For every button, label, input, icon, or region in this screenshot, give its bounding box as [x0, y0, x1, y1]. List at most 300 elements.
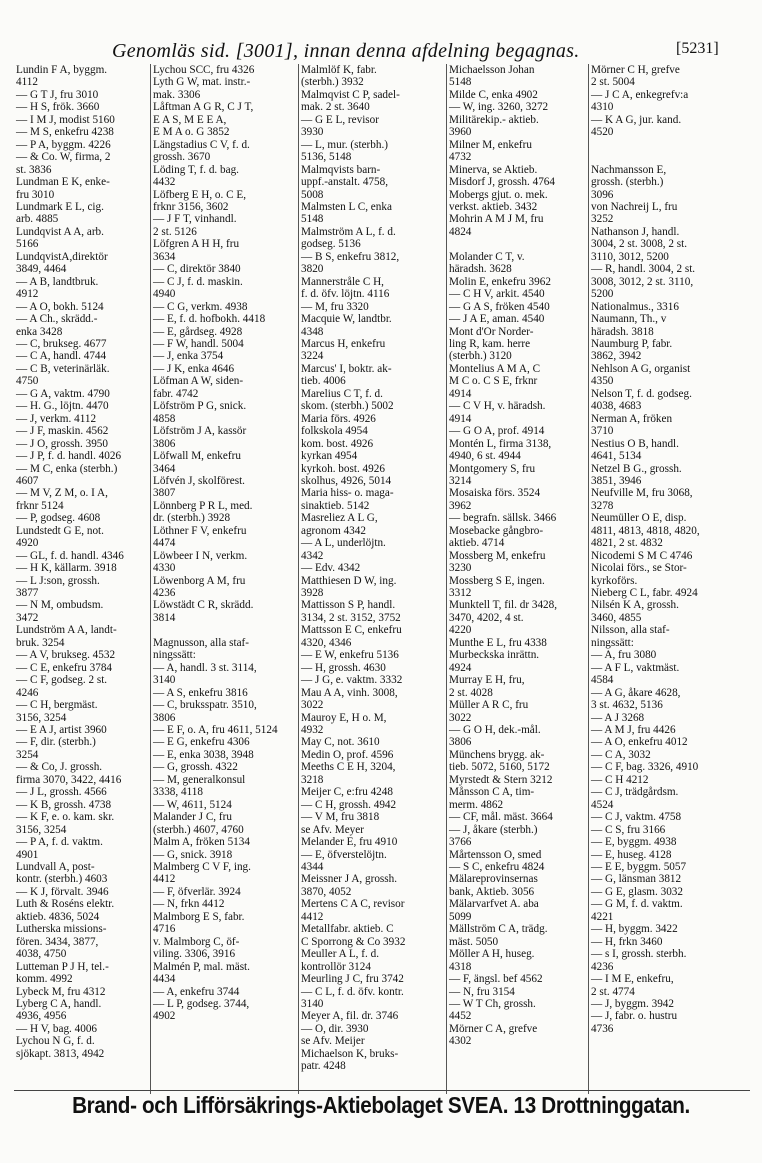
directory-entry: von Nachreij L, fru: [591, 200, 678, 213]
directory-entry: uppf.-anstalt. 4758,: [301, 176, 388, 189]
advertisement-footer: Brand- och Lifförsäkrings-Aktiebolaget SVEA. 13 Drottninggatan.: [72, 1092, 690, 1118]
directory-entry: se Afv. Meyer: [301, 823, 364, 836]
directory-entry: Lundmark E L, cig.: [16, 200, 104, 213]
directory-entry: — begrafn. sällsk. 3466: [449, 512, 557, 525]
directory-entry: verkst. aktieb. 3432: [449, 200, 538, 213]
directory-entry: tieb. 4006: [301, 375, 346, 388]
directory-entry: — E F, o. A, fru 4611, 5124: [153, 724, 278, 737]
directory-entry: — H V, bag. 4006: [16, 1022, 98, 1035]
directory-entry: 3254: [16, 748, 39, 761]
directory-entry: Mällström C A, trädg.: [449, 923, 548, 936]
directory-entry: 3962: [449, 499, 472, 512]
directory-entry: 3960: [449, 126, 472, 139]
directory-entry: E A S, M E E A,: [153, 113, 227, 126]
directory-entry: — C H 4212: [591, 773, 649, 786]
directory-entry: Möller A H, huseg.: [449, 948, 535, 961]
directory-entry: ling R, kam. herre: [449, 337, 531, 350]
directory-entry: Malmström A L, f. d.: [301, 225, 396, 238]
directory-entry: — K A G, jur. kand.: [591, 113, 682, 126]
directory-entry: — E G, enkefru 4306: [153, 736, 250, 749]
directory-entry: 3470, 4202, 4 st.: [449, 611, 524, 624]
directory-entry: Mohrin A M J M, fru: [449, 213, 544, 226]
directory-entry: 4732: [449, 151, 472, 164]
directory-entry: Längstadius C V, f. d.: [153, 138, 250, 151]
directory-entry: 4318: [449, 960, 472, 973]
directory-entry: — P A, f. d. vaktm.: [16, 836, 103, 849]
directory-entry: 3230: [449, 562, 472, 575]
directory-entry: 4932: [301, 724, 324, 737]
directory-entry: Nelson T, f. d. godseg.: [591, 387, 692, 400]
directory-entry: Mertens C A C, revisor: [301, 898, 405, 911]
directory-entry: — W, ing. 3260, 3272: [449, 101, 549, 114]
directory-entry: Lychou SCC, fru 4326: [153, 64, 255, 76]
directory-entry: — C G, verkm. 4938: [153, 300, 248, 313]
directory-entry: godseg. 5136: [301, 238, 361, 251]
directory-entry: — E, gårdseg. 4928: [153, 325, 243, 338]
directory-entry: — C J, vaktm. 4758: [591, 811, 682, 824]
directory-entry: Maria hiss- o. maga-: [301, 487, 394, 500]
directory-entry: — C A, 3032: [591, 748, 651, 761]
directory-entry: Malmberg C V F, ing.: [153, 861, 251, 873]
directory-entry: 4940, 6 st. 4944: [449, 450, 521, 463]
directory-entry: Munktell T, fil. dr 3428,: [449, 599, 558, 612]
directory-entry: kontrollör 3124: [301, 960, 371, 973]
directory-entry: — L, mur. (sterbh.): [301, 138, 388, 151]
directory-entry: 5136, 5148: [301, 151, 352, 164]
directory-entry: Montén L, firma 3138,: [449, 437, 552, 450]
directory-entry: 4474: [153, 537, 176, 550]
directory-entry: Macquie W, landtbr.: [301, 313, 392, 326]
directory-entry: Michaelson K, bruks-: [301, 1047, 399, 1060]
directory-entry: (sterbh.) 3932: [301, 76, 364, 89]
directory-entry: 3338, 4118: [153, 786, 203, 799]
directory-entry: Matthiesen D W, ing.: [301, 574, 397, 587]
directory-entry: häradsh. 3628: [449, 263, 512, 276]
directory-entry: — S C, enkefru 4824: [449, 861, 545, 873]
directory-entry: — H S, frök. 3660: [16, 101, 100, 114]
directory-entry: 5148: [301, 213, 324, 226]
directory-entry: 4330: [153, 562, 176, 575]
directory-entry: — H, frkn 3460: [591, 935, 663, 948]
directory-entry: 3312: [449, 587, 472, 600]
directory-entry: — W T Ch, grossh.: [449, 997, 536, 1010]
directory-entry: — G A S, fröken 4540: [449, 300, 550, 313]
directory-entry: 4112: [16, 76, 38, 89]
directory-entry: folkskola 4954: [301, 425, 368, 438]
directory-entry: aktieb. 4836, 5024: [16, 910, 100, 923]
directory-entry: — N, frkn 4412: [153, 898, 225, 911]
directory-entry: — J, fabr. o. hustru: [591, 1010, 678, 1023]
directory-entry: 3806: [153, 437, 176, 450]
directory-entry: — C F, bag. 3326, 4910: [591, 761, 699, 774]
directory-entry: 4824: [449, 225, 472, 238]
directory-entry: — A V, brukseg. 4532: [16, 649, 116, 662]
directory-entry: 3214: [449, 474, 472, 487]
directory-entry: — Edv. 4342: [301, 562, 361, 575]
directory-entry: 3140: [301, 997, 324, 1010]
directory-entry: Nilsén K A, grossh.: [591, 599, 679, 612]
directory-entry: Masreliez A L G,: [301, 512, 378, 525]
directory-entry: Maria förs. 4926: [301, 412, 376, 425]
directory-entry: Münchens brygg. ak-: [449, 748, 545, 761]
directory-entry: 4236: [153, 587, 176, 600]
directory-entry: Nilsson, alla staf-: [591, 624, 670, 637]
directory-entry: Nicodemi S M C 4746: [591, 549, 693, 562]
directory-entry: — & Co. W, firma, 2: [16, 151, 111, 164]
directory-entry: Lundqvist A A, arb.: [16, 225, 104, 238]
directory-entry: — I M J, modist 5160: [16, 113, 115, 126]
directory-entry: agronom 4342: [301, 524, 366, 537]
directory-entry: — J A E, aman. 4540: [449, 313, 545, 326]
directory-entry: — P, godseg. 4608: [16, 512, 101, 525]
directory-entry: Löwstädt C R, skrädd.: [153, 599, 254, 612]
directory-entry: M C o. C S E, frknr: [449, 375, 538, 388]
directory-entry: Minerva, se Aktieb.: [449, 163, 538, 176]
directory-entry: — C, bruksspatr. 3510,: [153, 699, 257, 712]
directory-entry: se Afv. Meijer: [301, 1035, 365, 1048]
directory-entry: — G E L, revisor: [301, 113, 379, 126]
directory-entry: Lundström A A, landt-: [16, 624, 117, 637]
directory-entry: — A O, enkefru 4012: [591, 736, 688, 749]
directory-entry: — C E, enkefru 3784: [16, 661, 113, 674]
directory-entry: Meuller A L, f. d.: [301, 948, 379, 961]
directory-entry: 3278: [591, 499, 614, 512]
directory-entry: Munthe E L, fru 4338: [449, 636, 547, 649]
directory-entry: 3472: [16, 611, 39, 624]
column-2: [150, 64, 299, 1094]
directory-entry: 2 st. 4028: [449, 686, 493, 699]
directory-entry: 4811, 4813, 4818, 4820,: [591, 524, 700, 537]
directory-entry: — C J, f. d. maskin.: [153, 275, 243, 288]
directory-entry: — F, dir. (sterbh.): [16, 736, 96, 749]
directory-entry: 4038, 4683: [591, 400, 642, 413]
directory-entry: Mosaiska förs. 3524: [449, 487, 541, 500]
directory-entry: — J P, f. d. handl. 4026: [16, 450, 122, 463]
directory-entry: Mosebacke gångbro-: [449, 524, 544, 537]
directory-entry: Lundstedt G E, not.: [16, 524, 104, 537]
directory-entry: Neumüller O E, disp.: [591, 512, 687, 525]
directory-entry: 4302: [449, 1035, 472, 1048]
directory-entry: 4320, 4346: [301, 636, 352, 649]
directory-entry: Luth & Roséns elektr.: [16, 898, 115, 911]
directory-entry: Montgomery S, fru: [449, 462, 536, 475]
directory-entry: — B S, enkefru 3812,: [301, 250, 400, 263]
directory-entry: — C S, fru 3166: [591, 823, 666, 836]
directory-entry: Malmlöf K, fabr.: [301, 64, 377, 76]
directory-columns: [14, 64, 750, 1094]
directory-entry: skom. (sterbh.) 5002: [301, 400, 394, 413]
directory-entry: enka 3428: [16, 325, 63, 338]
directory-entry: 4902: [153, 1010, 176, 1023]
page-title: Genomläs sid. [3001], innan denna afdelning begagnas.: [112, 40, 580, 62]
directory-entry: Löding T, f. d. bag.: [153, 163, 239, 176]
directory-entry: 3710: [591, 425, 614, 438]
directory-entry: 3870, 4052: [301, 885, 352, 898]
directory-entry: 3851, 3946: [591, 474, 642, 487]
directory-entry: 3930: [301, 126, 324, 139]
column-1: [14, 64, 150, 1094]
directory-entry: 5166: [16, 238, 39, 251]
directory-entry: Militärekip.- aktieb.: [449, 113, 539, 126]
directory-entry: — A M J, fru 4426: [591, 724, 676, 737]
directory-entry: 5148: [449, 76, 472, 89]
directory-entry: — N, fru 3154: [449, 985, 515, 998]
directory-entry: 3022: [301, 699, 324, 712]
directory-entry: — E, enka 3038, 3948: [153, 748, 254, 761]
directory-entry: Milde C, enka 4902: [449, 88, 538, 101]
directory-entry: 4246: [16, 686, 39, 699]
directory-entry: Lyberg C A, handl.: [16, 997, 102, 1010]
directory-entry: — J G, e. vaktm. 3332: [301, 674, 403, 687]
directory-entry: Malm A, fröken 5134: [153, 836, 250, 849]
directory-entry: tieb. 5072, 5160, 5172: [449, 761, 550, 774]
directory-entry: 4432: [153, 176, 176, 189]
directory-entry: 3814: [153, 611, 176, 624]
directory-entry: 5008: [301, 188, 324, 201]
directory-entry: Löwenborg A M, fru: [153, 574, 246, 587]
directory-entry: 4350: [591, 375, 614, 388]
directory-entry: 3110, 3012, 5200: [591, 250, 669, 263]
directory-entry: 4901: [16, 848, 39, 861]
directory-entry: 3 st. 4632, 5136: [591, 699, 663, 712]
directory-entry: Nicolai förs., se Stor-: [591, 562, 687, 575]
directory-entry: — G A, vaktm. 4790: [16, 387, 110, 400]
directory-entry: frknr 3156, 3602: [153, 200, 229, 213]
directory-entry: Malmqvists barn-: [301, 163, 381, 176]
directory-entry: ningssätt:: [591, 636, 634, 649]
directory-entry: — P A, byggm. 4226: [16, 138, 111, 151]
directory-entry: — F, öfverlär. 3924: [153, 885, 241, 898]
directory-entry: 3218: [301, 773, 324, 786]
directory-entry: Mattsson E C, enkefru: [301, 624, 402, 637]
directory-entry: — J, åkare (sterbh.): [449, 823, 538, 836]
directory-entry: — J, verkm. 4112: [16, 412, 97, 425]
directory-entry: Löfström J A, kassör: [153, 425, 247, 438]
directory-entry: Neufville M, fru 3068,: [591, 487, 693, 500]
directory-entry: frknr 5124: [16, 499, 64, 512]
directory-entry: mak. 3306: [153, 88, 201, 101]
directory-entry: bank, Aktieb. 3056: [449, 885, 535, 898]
directory-entry: Lutherska missions-: [16, 923, 107, 936]
directory-entry: Müller A R C, fru: [449, 699, 529, 712]
directory-entry: Murray E H, fru,: [449, 674, 525, 687]
directory-entry: LundqvistA,direktör: [16, 250, 108, 263]
directory-entry: Mossberg M, enkefru: [449, 549, 546, 562]
directory-entry: 4914: [449, 387, 472, 400]
directory-entry: firma 3070, 3422, 4416: [16, 773, 122, 786]
directory-entry: grossh. (sterbh.): [591, 176, 664, 189]
directory-entry: Löwbeer I N, verkm.: [153, 549, 248, 562]
directory-entry: — E W, enkefru 5136: [301, 649, 399, 662]
directory-entry: merm. 4862: [449, 798, 504, 811]
directory-entry: Mossberg S E, ingen.: [449, 574, 545, 587]
directory-entry: Nachmansson E,: [591, 163, 667, 176]
directory-entry: kyrkoförs.: [591, 574, 638, 587]
directory-entry: 2 st. 4774: [591, 985, 635, 998]
directory-entry: 3464: [153, 462, 176, 475]
directory-entry: — E E, byggm. 5057: [591, 861, 687, 873]
directory-entry: st. 3836: [16, 163, 52, 176]
directory-entry: viling. 3306, 3916: [153, 948, 236, 961]
directory-entry: Lychou N G, f. d.: [16, 1035, 95, 1048]
directory-entry: mäst. 5050: [449, 935, 499, 948]
directory-entry: Nathanson J, handl.: [591, 225, 680, 238]
directory-entry: — W, 4611, 5124: [153, 798, 232, 811]
directory-entry: kontr. (sterbh.) 4603: [16, 873, 108, 886]
directory-entry: Meissner J A, grossh.: [301, 873, 398, 886]
directory-entry: fru 3010: [16, 188, 55, 201]
directory-entry: 3252: [591, 213, 614, 226]
column-3: [298, 64, 447, 1094]
directory-entry: — F W, handl. 5004: [153, 337, 244, 350]
directory-entry: — G M, f. d. vaktm.: [591, 898, 683, 911]
directory-entry: — J, byggm. 3942: [591, 997, 674, 1010]
directory-entry: — G, snick. 3918: [153, 848, 233, 861]
directory-entry: 3460, 4855: [591, 611, 642, 624]
directory-entry: Nationalmus., 3316: [591, 300, 679, 313]
directory-entry: — M, fru 3320: [301, 300, 369, 313]
directory-entry: Michaelsson Johan: [449, 64, 535, 76]
directory-entry: — G O H, dek.-mål.: [449, 724, 541, 737]
directory-entry: 3634: [153, 250, 176, 263]
directory-entry: — & Co, J. grossh.: [16, 761, 103, 774]
directory-entry: — A O, bokh. 5124: [16, 300, 104, 313]
directory-entry: 3022: [449, 711, 472, 724]
directory-entry: 5200: [591, 288, 614, 301]
directory-entry: Mattisson S P, handl.: [301, 599, 396, 612]
column-4: [446, 64, 589, 1094]
directory-entry: — C H, grossh. 4942: [301, 798, 397, 811]
directory-entry: 3134, 2 st. 3152, 3752: [301, 611, 401, 624]
directory-entry: — J F T, vinhandl.: [153, 213, 237, 226]
directory-entry: C Sporrong & Co 3932: [301, 935, 406, 948]
directory-entry: — L P, godseg. 3744,: [153, 997, 250, 1010]
directory-entry: 3224: [301, 350, 324, 363]
column-5: [588, 64, 751, 1094]
directory-entry: 4220: [449, 624, 472, 637]
directory-entry: Medin O, prof. 4596: [301, 748, 394, 761]
directory-entry: Låftman A G R, C J T,: [153, 101, 254, 114]
directory-entry: — C F, godseg. 2 st.: [16, 674, 108, 687]
directory-entry: — s I, grossh. sterbh.: [591, 948, 687, 961]
directory-entry: E M A o. G 3852: [153, 126, 230, 139]
directory-entry: 4342: [301, 549, 324, 562]
directory-entry: Lundin F A, byggm.: [16, 64, 108, 76]
directory-entry: Mörner C H, grefve: [591, 64, 680, 76]
directory-entry: Löfwall M, enkefru: [153, 450, 241, 463]
directory-entry: — C H, bergmäst.: [16, 699, 98, 712]
directory-entry: — E, f. d. hofbokh. 4418: [153, 313, 266, 326]
directory-entry: — J F, maskin. 4562: [16, 425, 109, 438]
directory-entry: Nieberg C L, fabr. 4924: [591, 587, 698, 600]
directory-entry: 3096: [591, 188, 614, 201]
directory-entry: 3806: [153, 711, 176, 724]
directory-entry: Murbeckska inrättn.: [449, 649, 540, 662]
directory-entry: — L J:son, grossh.: [16, 574, 100, 587]
footer-rule: [14, 1090, 750, 1091]
directory-entry: 3140: [153, 674, 176, 687]
directory-entry: 4412: [153, 873, 176, 886]
directory-entry: — J, enka 3754: [153, 350, 224, 363]
directory-entry: (sterbh.) 4607, 4760: [153, 823, 244, 836]
directory-entry: — N M, ombudsm.: [16, 599, 104, 612]
directory-entry: Lybeck M, fru 4312: [16, 985, 106, 998]
directory-entry: Meeths C E H, 3204,: [301, 761, 396, 774]
directory-entry: 3928: [301, 587, 324, 600]
directory-entry: Magnusson, alla staf-: [153, 636, 250, 649]
directory-entry: Löthner F V, enkefru: [153, 524, 247, 537]
directory-entry: Netzel B G., grossh.: [591, 462, 682, 475]
directory-entry: May C, not. 3610: [301, 736, 380, 749]
directory-entry: [151, 624, 299, 636]
directory-entry: — G E, glasm. 3032: [591, 885, 683, 898]
directory-entry: Nerman A, fröken: [591, 412, 673, 425]
directory-entry: 4914: [449, 412, 472, 425]
directory-entry: 4524: [591, 798, 614, 811]
directory-entry: kyrkan 4954: [301, 450, 358, 463]
directory-entry: 3806: [449, 736, 472, 749]
directory-entry: Melander E, fru 4910: [301, 836, 398, 849]
directory-entry: 3156, 3254: [16, 823, 67, 836]
directory-entry: Meyer A, fil. dr. 3746: [301, 1010, 399, 1023]
directory-entry: 4520: [591, 126, 614, 139]
directory-entry: — V M, fru 3818: [301, 811, 380, 824]
directory-entry: arb. 4885: [16, 213, 59, 226]
directory-entry: 2 st. 5126: [153, 225, 197, 238]
directory-entry: — A L, underlöjtn.: [301, 537, 386, 550]
directory-entry: — A G, åkare 4628,: [591, 686, 681, 699]
directory-entry: Löfgren A H H, fru: [153, 238, 240, 251]
directory-entry: 4750: [16, 375, 39, 388]
directory-entry: Marcus H, enkefru: [301, 337, 386, 350]
directory-entry: skolhus, 4926, 5014: [301, 474, 392, 487]
directory-entry: kom. bost. 4926: [301, 437, 374, 450]
directory-entry: Malander J C, fru: [153, 811, 232, 824]
directory-entry: 3877: [16, 587, 39, 600]
directory-entry: Mau A A, vinh. 3008,: [301, 686, 398, 699]
directory-entry: 4641, 5134: [591, 450, 642, 463]
directory-entry: — G, länsman 3812: [591, 873, 682, 886]
directory-entry: 4736: [591, 1022, 614, 1035]
directory-entry: — F, ängsl. bef 4562: [449, 973, 543, 986]
directory-entry: 2 st. 5004: [591, 76, 635, 89]
directory-entry: Molander C T, v.: [449, 250, 525, 263]
directory-entry: (sterbh.) 3120: [449, 350, 512, 363]
directory-entry: — G T J, fru 3010: [16, 88, 99, 101]
directory-entry: fabr. 4742: [153, 387, 199, 400]
directory-entry: grossh. 3670: [153, 151, 211, 164]
directory-entry: — A, fru 3080: [591, 649, 657, 662]
directory-entry: komm. 4992: [16, 973, 73, 986]
directory-entry: [447, 238, 589, 250]
directory-entry: — R, handl. 3004, 2 st.: [591, 263, 696, 276]
directory-entry: fören. 3434, 3877,: [16, 935, 99, 948]
directory-entry: — H. G., löjtn. 4470: [16, 400, 109, 413]
directory-entry: — K J, förvalt. 3946: [16, 885, 109, 898]
directory-entry: 3004, 2 st. 3008, 2 st.: [591, 238, 688, 251]
directory-entry: 3862, 3942: [591, 350, 642, 363]
directory-entry: — A B, landtbruk.: [16, 275, 99, 288]
directory-entry: — J C A, enkegrefv:a: [591, 88, 689, 101]
directory-entry: Metallfabr. aktieb. C: [301, 923, 394, 936]
directory-entry: — K B, grossh. 4738: [16, 798, 112, 811]
directory-entry: [589, 139, 751, 151]
page-number: [5231]: [676, 40, 719, 57]
directory-entry: 4452: [449, 1010, 472, 1023]
directory-entry: — A S, enkefru 3816: [153, 686, 248, 699]
directory-entry: 4716: [153, 923, 176, 936]
directory-entry: mak. 2 st. 3640: [301, 101, 370, 114]
